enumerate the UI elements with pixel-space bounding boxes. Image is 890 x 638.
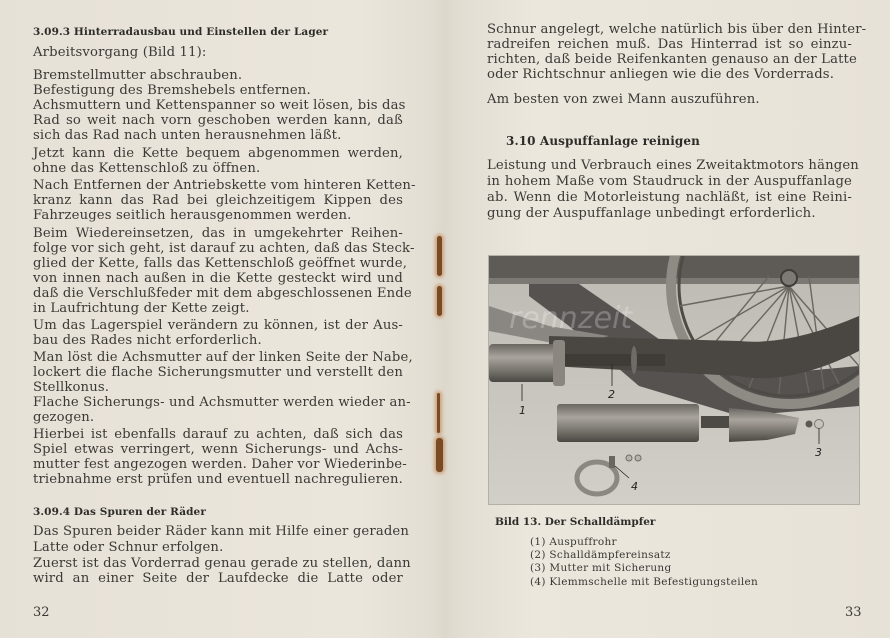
text-line: ab. Wenn die Motorleistung nachläßt, ist eine Reini- bbox=[487, 190, 852, 205]
staple-rust-mark bbox=[437, 393, 440, 433]
text-line: wird an einer Seite der Laufdecke die Latte oder bbox=[33, 571, 403, 586]
text-line: Flache Sicherungs- und Achsmutter werden wieder an- bbox=[33, 395, 411, 410]
staple-rust-mark bbox=[437, 236, 442, 276]
legend-item: (4) Klemmschelle mit Befestigungsteilen bbox=[530, 576, 759, 588]
text-line: Jetzt kann die Kette bequem abgenommen werden, bbox=[33, 146, 403, 161]
figure-caption: Bild 13. Der Schalldämpfer bbox=[495, 516, 656, 528]
text-line: Leistung und Verbrauch eines Zweitaktmotors hängen bbox=[487, 158, 859, 173]
text-line: Nach Entfernen der Antriebskette vom hinteren Ketten- bbox=[33, 178, 416, 193]
text-line: ohne das Kettenschloß zu öffnen. bbox=[33, 161, 261, 176]
text-line: Spiel etwas verringert, wenn Sicherungs- und Achs- bbox=[33, 442, 403, 457]
text-line: gezogen. bbox=[33, 410, 95, 425]
figure-label-1: 1 bbox=[519, 404, 526, 417]
text-line: Stellkonus. bbox=[33, 380, 110, 395]
text-line: richten, daß beide Reifenkanten genauso an der Latte bbox=[487, 52, 857, 67]
watermark: rennzeit bbox=[509, 301, 633, 336]
intro-line: Arbeitsvorgang (Bild 11): bbox=[33, 45, 207, 60]
text-line: gung der Auspuffanlage unbedingt erforderlich. bbox=[487, 206, 816, 221]
figure-label-2: 2 bbox=[608, 388, 615, 401]
note-line: Am besten von zwei Mann auszuführen. bbox=[487, 92, 760, 107]
section-heading-3-09-4: 3.09.4 Das Spuren der Räder bbox=[33, 506, 206, 518]
text-line: in Laufrichtung der Kette zeigt. bbox=[33, 301, 250, 316]
text-line: lockert die flache Sicherungsmutter und verstellt den bbox=[33, 365, 403, 380]
text-line: Hierbei ist ebenfalls darauf zu achten, daß sich das bbox=[33, 427, 403, 442]
text-line: glied der Kette, falls das Kettenschloß geöffnet wurde, bbox=[33, 256, 408, 271]
text-line: Schnur angelegt, welche natürlich bis über den Hinter- bbox=[487, 22, 867, 37]
figure-label-4: 4 bbox=[631, 480, 638, 493]
section-heading-3-09-3: 3.09.3 Hinterradausbau und Einstellen der Lager bbox=[33, 26, 329, 38]
page-number-left: 32 bbox=[33, 605, 50, 620]
text-line: triebnahme erst prüfen und eventuell nachregulieren. bbox=[33, 472, 403, 487]
text-line: von innen nach außen in die Kette gesteckt wird und bbox=[33, 271, 403, 286]
staple-rust-mark bbox=[436, 438, 443, 472]
text-line: in hohem Maße vom Staudruck in der Auspuffanlage bbox=[487, 174, 852, 189]
text-line: folge vor sich geht, ist darauf zu achten, daß das Steck- bbox=[33, 241, 415, 256]
text-line: Rad so weit nach vorn geschoben werden kann, daß bbox=[33, 113, 403, 128]
legend-item: (1) Auspuffrohr bbox=[530, 536, 617, 548]
text-line: Man löst die Achsmutter auf der linken Seite der Nabe, bbox=[33, 350, 413, 365]
text-line: Achsmuttern und Kettenspanner so weit lösen, bis das bbox=[33, 98, 406, 113]
text-line: Latte oder Schnur erfolgen. bbox=[33, 540, 224, 555]
legend-item: (2) Schalldämpfereinsatz bbox=[530, 549, 671, 561]
text-line: bau des Rades nicht erforderlich. bbox=[33, 333, 262, 348]
text-line: mutter fest angezogen werden. Daher vor Wiederinbe- bbox=[33, 457, 407, 472]
text-line: Um das Lagerspiel verändern zu können, ist der Aus- bbox=[33, 318, 403, 333]
legend-item: (3) Mutter mit Sicherung bbox=[530, 562, 672, 574]
text-line: Bremstellmutter abschrauben. bbox=[33, 68, 243, 83]
text-line: sich das Rad nach unten herausnehmen läßt. bbox=[33, 128, 342, 143]
text-line: Befestigung des Bremshebels entfernen. bbox=[33, 83, 311, 98]
text-line: Das Spuren beider Räder kann mit Hilfe einer geraden bbox=[33, 524, 410, 539]
staple-rust-mark bbox=[437, 286, 442, 316]
text-line: Zuerst ist das Vorderrad genau gerade zu stellen, dann bbox=[33, 556, 411, 571]
page-number-right: 33 bbox=[845, 605, 862, 620]
text-line: Fahrzeuges seitlich herausgenommen werden. bbox=[33, 208, 352, 223]
text-line: Beim Wiedereinsetzen, das in umgekehrter Reihen- bbox=[33, 226, 403, 241]
text-line: oder Richtschnur anliegen wie die des Vorderrads. bbox=[487, 67, 835, 82]
muffler-illustration bbox=[489, 256, 859, 504]
text-line: radreifen reichen muß. Das Hinterrad ist so einzu- bbox=[487, 37, 852, 52]
figure-photo-muffler bbox=[488, 255, 860, 505]
text-line: daß die Verschlußfeder mit dem abgeschlossenen Ende bbox=[33, 286, 412, 301]
text-line: kranz kann das Rad bei gleichzeitigem Kippen des bbox=[33, 193, 403, 208]
figure-label-3: 3 bbox=[815, 446, 822, 459]
section-heading-3-10: 3.10 Auspuffanlage reinigen bbox=[506, 134, 700, 148]
